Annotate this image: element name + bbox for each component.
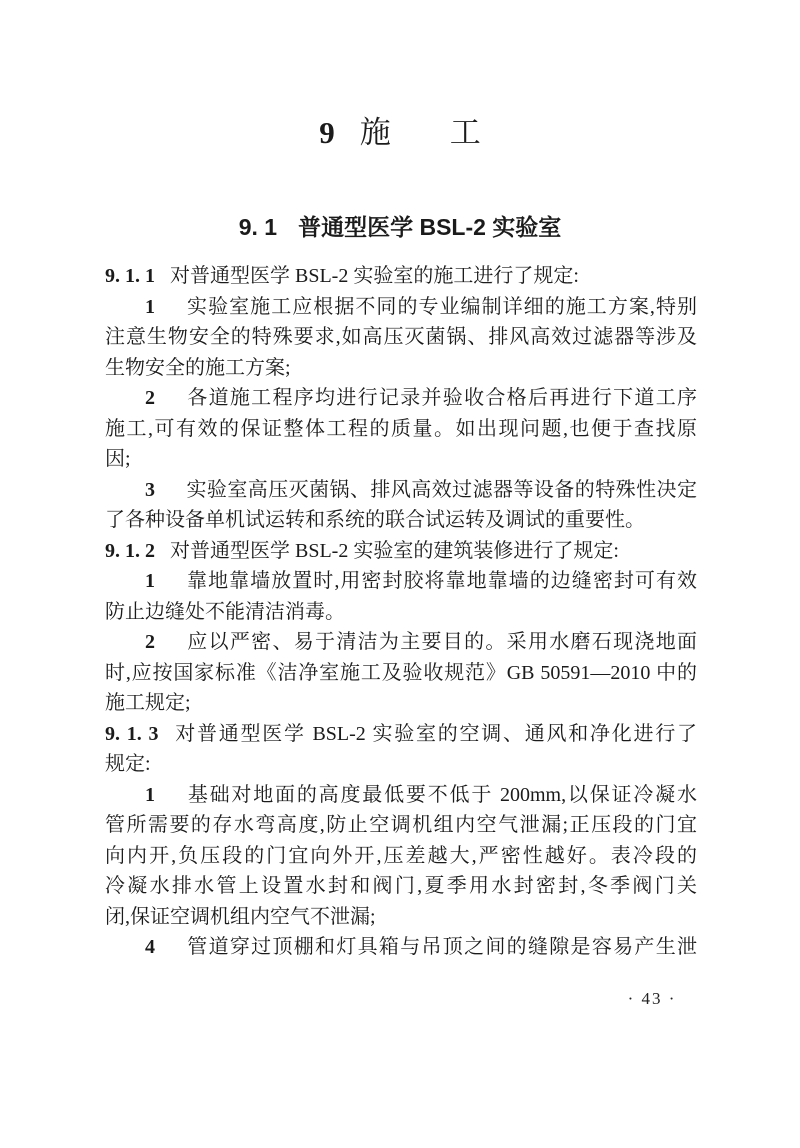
text-line	[105, 932, 697, 963]
text-line	[105, 810, 697, 841]
text-line	[105, 353, 697, 384]
line-indent	[105, 495, 145, 496]
number-gap	[155, 281, 170, 282]
clause-number: 1	[145, 295, 155, 318]
text-line	[105, 292, 697, 323]
line-text: 因;	[105, 448, 131, 470]
chapter-number: 9	[319, 115, 335, 150]
number-gap	[155, 495, 186, 496]
number-gap	[155, 556, 170, 557]
clause-number: 9. 1. 1	[105, 265, 155, 287]
text-line	[105, 444, 697, 475]
line-text: 管道穿过顶棚和灯具箱与吊顶之间的缝隙是容易产生泄	[186, 936, 697, 958]
number-gap	[155, 647, 186, 648]
text-line	[105, 688, 697, 719]
clause-number: 2	[145, 631, 155, 653]
line-text: 时,应按国家标准《洁净室施工及验收规范》GB 50591—2010 中的	[105, 661, 697, 684]
clause-number: 9. 1. 3	[105, 722, 159, 745]
clause-number: 2	[145, 387, 155, 409]
line-indent	[105, 647, 145, 648]
document-body	[105, 261, 697, 963]
line-text: 基础对地面的高度最低要不低于 200mm,以保证冷凝水	[186, 783, 697, 806]
line-indent	[105, 800, 145, 801]
text-line	[105, 749, 697, 780]
line-indent	[105, 952, 145, 953]
number-gap	[155, 403, 186, 404]
line-text: 各道施工程序均进行记录并验收合格后再进行下道工序	[186, 387, 697, 409]
text-line	[105, 383, 697, 414]
section-heading	[0, 211, 800, 244]
chapter-title-text: 施	[359, 115, 391, 150]
line-text: 闭,保证空调机组内空气不泄漏;	[105, 905, 376, 928]
text-line	[105, 871, 697, 902]
clause-number: 3	[145, 478, 155, 501]
line-text: 施工规定;	[105, 692, 191, 714]
text-line	[105, 719, 697, 750]
text-line	[105, 414, 697, 445]
line-text: 规定:	[105, 753, 151, 775]
text-line	[105, 475, 697, 506]
clause-number: 1	[145, 570, 155, 592]
clause-number: 9. 1. 2	[105, 539, 155, 562]
line-text: 向内开,负压段的门宜向外开,压差越大,严密性越好。表冷段的	[105, 844, 697, 867]
number-gap	[155, 312, 186, 313]
line-text: 管所需要的存水弯高度,防止空调机组内空气泄漏;正压段的门宜	[105, 814, 697, 836]
line-text: 实验室施工应根据不同的专业编制详细的施工方案,特别	[186, 295, 697, 318]
text-line	[105, 658, 697, 689]
text-line	[105, 566, 697, 597]
number-gap	[155, 800, 186, 801]
text-line	[105, 841, 697, 872]
number-gap	[155, 586, 186, 587]
line-text: 靠地靠墙放置时,用密封胶将靠地靠墙的边缝密封可有效	[186, 570, 697, 592]
line-text: 了各种设备单机试运转和系统的联合试运转及调试的重要性。	[105, 509, 645, 531]
line-indent	[105, 312, 145, 313]
line-text: 施工,可有效的保证整体工程的质量。如出现问题,也便于查找原	[105, 417, 697, 440]
number-gap	[155, 952, 186, 953]
line-text: 防止边缝处不能清洁消毒。	[105, 600, 345, 623]
text-line	[105, 627, 697, 658]
text-line	[105, 261, 697, 292]
page-number: · 43 ·	[627, 989, 677, 1008]
section-title: 普通型医学 BSL-2 实验室	[298, 214, 562, 240]
line-text: 实验室高压灭菌锅、排风高效过滤器等设备的特殊性决定	[186, 478, 697, 501]
text-line	[105, 597, 697, 628]
text-line	[105, 902, 697, 933]
line-text: 对普通型医学 BSL-2 实验室的空调、通风和净化进行了	[173, 722, 698, 745]
number-gap	[159, 739, 174, 740]
clause-number: 1	[145, 783, 155, 806]
line-text: 对普通型医学 BSL-2 实验室的建筑装修进行了规定:	[170, 539, 619, 562]
line-indent	[105, 403, 145, 404]
text-line	[105, 322, 697, 353]
text-line	[105, 780, 697, 811]
section-number: 9. 1	[238, 214, 278, 240]
line-text: 生物安全的施工方案;	[105, 356, 291, 379]
clause-number: 4	[145, 936, 155, 958]
line-text: 冷凝水排水管上设置水封和阀门,夏季用水封密封,冬季阀门关	[105, 875, 697, 897]
line-text: 注意生物安全的特殊要求,如高压灭菌锅、排风高效过滤器等涉及	[105, 326, 697, 348]
chapter-title	[0, 112, 800, 154]
line-text: 应以严密、易于清洁为主要目的。采用水磨石现浇地面	[186, 631, 697, 653]
text-line	[105, 505, 697, 536]
chapter-title-text: 工	[449, 115, 481, 150]
line-indent	[105, 586, 145, 587]
line-text: 对普通型医学 BSL-2 实验室的施工进行了规定:	[170, 265, 579, 287]
text-line	[105, 536, 697, 567]
